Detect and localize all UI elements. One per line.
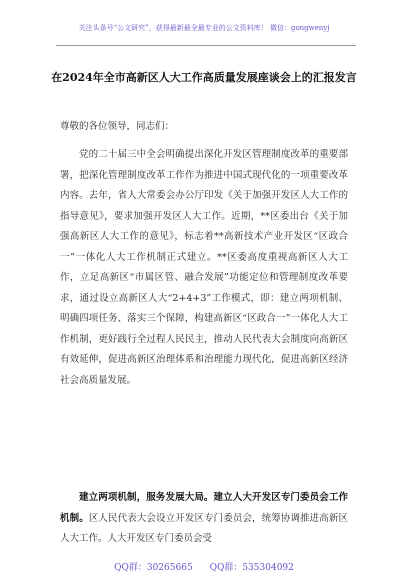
footer-contact <box>0 562 408 574</box>
paragraph-lead: 建立两项机制，服务发展大局。建立人大开发区专门委员会工作机制。 <box>60 492 348 524</box>
qq-group-1: QQ群：30265665 <box>114 563 193 573</box>
header-banner: 关注头条号“公文研究”，获得最新最全最专业的公文资料库！ 微信：gongwenyj <box>78 24 330 32</box>
greeting: 尊敬的各位领导，同志们： <box>60 121 175 132</box>
paragraph: 党的二十届三中全会明确提出深化开发区管理制度改革的重要部署，把深化管理制度改革工作作为推进中国式现代化的一项重要改革内容。去年，省人大常委会办公厅印发《关于加强开发区人大工作的指导意见》，要求加强开发区人大工作。近期，**区委出台《关于加强高新区人大工作的意见》，标志着**高新技术产业开发区“区政合一”一体化人大工作机制正式建立。**区委高度重视高新区人大工作，立足高新区“市属区管、融合发展”功能定位和管理制度改革要求，通过设立高新区人大“2+4+3”工作模式，即：建立两项机制、明确四项任务、落实三个保障，构建高新区“区政合一”一体化人大工作机制，更好践行全过程人民民主，推动人民代表大会制度向高新区有效延伸，促进高新区治理体系和治理能力现代化，促进高新区经济社会高质量发展。 <box>60 149 348 386</box>
paragraph-body: 区人民代表大会设立开发区专门委员会，统筹协调推进高新区人大工作。人大开发区专门委员会受 <box>60 512 348 544</box>
qq-group-2: QQ群：535304092 <box>209 563 294 573</box>
document-title: 在2024年全市高新区人大工作高质量发展座谈会上的汇报发言 <box>51 71 357 84</box>
header-divider <box>56 45 356 46</box>
paragraph <box>60 488 348 550</box>
